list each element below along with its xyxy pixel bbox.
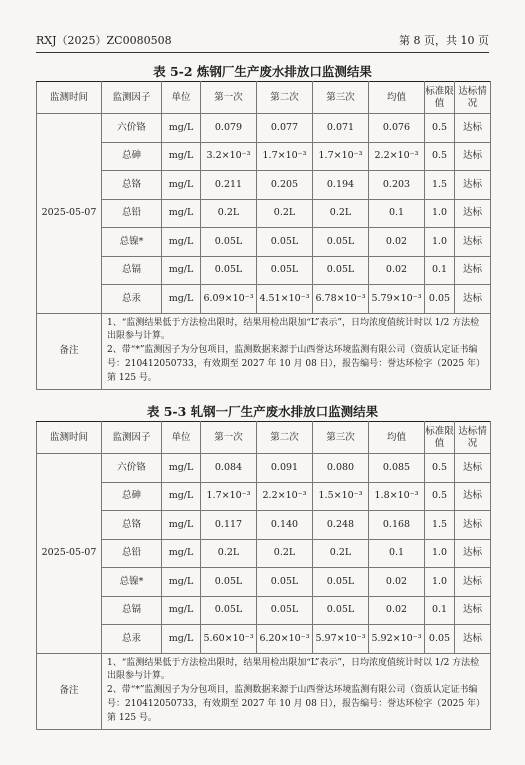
table-cell: 0.2L	[313, 539, 369, 568]
table-cell: 0.05L	[201, 256, 257, 285]
page-indicator: 第 8 页，共 10 页	[399, 34, 489, 47]
table-cell: 0.205	[257, 171, 313, 200]
monitoring-table-5-2	[36, 81, 491, 390]
table-cell: 达标	[455, 511, 491, 540]
table-cell: 0.02	[369, 568, 425, 597]
table-cell: 0.079	[201, 114, 257, 143]
table-cell: 总铅	[102, 199, 162, 228]
table-cell: 0.080	[313, 454, 369, 483]
table-cell: 1.8×10⁻³	[369, 482, 425, 511]
table-cell: 达标	[455, 454, 491, 483]
notes-row	[37, 653, 491, 730]
table-cell: 达标	[455, 596, 491, 625]
table-cell: 3.2×10⁻³	[201, 142, 257, 171]
table-cell: mg/L	[162, 114, 201, 143]
table-cell: 0.168	[369, 511, 425, 540]
table-cell: mg/L	[162, 142, 201, 171]
column-header: 单位	[162, 422, 201, 454]
table-row	[37, 454, 491, 483]
table-cell: 六价铬	[102, 454, 162, 483]
table-row	[37, 482, 491, 511]
table-header-row	[37, 422, 491, 454]
note-text: 1、“监测结果低于方法检出限时，结果用检出限加“L”表示”，日均浓度值统计时以 1/2 方法检出限参与计算。	[107, 657, 480, 682]
table-row	[37, 171, 491, 200]
table-cell: 1.0	[425, 539, 455, 568]
table-cell: 0.194	[313, 171, 369, 200]
header-rule	[36, 52, 489, 53]
table-cell: mg/L	[162, 511, 201, 540]
table-cell: 1.7×10⁻³	[313, 142, 369, 171]
table-cell: 0.248	[313, 511, 369, 540]
table-cell: 0.05L	[201, 568, 257, 597]
table-cell: 0.1	[369, 539, 425, 568]
column-header: 均值	[369, 422, 425, 454]
column-header: 单位	[162, 82, 201, 114]
note-text: 1、“监测结果低于方法检出限时，结果用检出限加“L”表示”，日均浓度值统计时以 1/2 方法检出限参与计算。	[107, 317, 480, 342]
table-cell: 0.05L	[313, 568, 369, 597]
column-header: 第三次	[313, 82, 369, 114]
table-cell: 0.1	[369, 199, 425, 228]
notes-content	[102, 653, 491, 730]
table-cell: 0.2L	[257, 199, 313, 228]
table-cell: 0.05L	[313, 596, 369, 625]
column-header: 第二次	[257, 422, 313, 454]
table-cell: mg/L	[162, 454, 201, 483]
table-cell: 0.05L	[257, 256, 313, 285]
table-cell: 0.2L	[313, 199, 369, 228]
table-cell: 0.5	[425, 114, 455, 143]
table-row	[37, 228, 491, 257]
table-cell: 0.05L	[257, 568, 313, 597]
table-cell: 0.5	[425, 454, 455, 483]
table-row	[37, 142, 491, 171]
column-header: 标准限值	[425, 82, 455, 114]
table-cell: 6.78×10⁻³	[313, 285, 369, 314]
table-title-5-3: 表 5-3 轧钢一厂生产废水排放口监测结果	[146, 404, 379, 419]
table-cell: mg/L	[162, 539, 201, 568]
table-cell: 0.05L	[313, 256, 369, 285]
table-cell: 0.05L	[257, 596, 313, 625]
table-cell: 0.1	[425, 596, 455, 625]
table-cell: 达标	[455, 482, 491, 511]
table-cell: 总汞	[102, 285, 162, 314]
table-cell: mg/L	[162, 171, 201, 200]
table-cell: 0.117	[201, 511, 257, 540]
column-header: 监测因子	[102, 82, 162, 114]
table-cell: 0.071	[313, 114, 369, 143]
table-row	[37, 114, 491, 143]
table-cell: 1.5×10⁻³	[313, 482, 369, 511]
table-cell: 总铬	[102, 171, 162, 200]
table-cell: 六价铬	[102, 114, 162, 143]
table-cell: mg/L	[162, 625, 201, 654]
table-cell: 总镍*	[102, 228, 162, 257]
table-cell: 6.20×10⁻³	[257, 625, 313, 654]
note-text: 2、带“*”监测因子为分包项目，监测数据来源于山西誉达环境监测有限公司（资质认定证书编号：210412050733，有效期至 2027 年 10 月 08 日），报告编号：誉达环检字（2025 年）第 125 号。	[107, 685, 485, 724]
table-cell: 0.203	[369, 171, 425, 200]
column-header: 标准限值	[425, 422, 455, 454]
note-text: 2、带“*”监测因子为分包项目，监测数据来源于山西誉达环境监测有限公司（资质认定证书编号：210412050733，有效期至 2027 年 10 月 08 日），报告编号：誉达环检字（2025 年）第 125 号。	[107, 345, 485, 384]
column-header: 监测时间	[37, 422, 102, 454]
table-cell: 1.5	[425, 171, 455, 200]
column-header: 第一次	[201, 422, 257, 454]
column-header: 监测时间	[37, 82, 102, 114]
table-cell: 0.5	[425, 142, 455, 171]
table-cell: 总铬	[102, 511, 162, 540]
table-cell: 0.05L	[313, 228, 369, 257]
table-row	[37, 625, 491, 654]
table-cell: 0.02	[369, 228, 425, 257]
notes-content	[102, 313, 491, 390]
table-cell: 5.60×10⁻³	[201, 625, 257, 654]
table-cell: 1.0	[425, 199, 455, 228]
table-cell: mg/L	[162, 285, 201, 314]
table-row	[37, 568, 491, 597]
table-cell: 0.2L	[201, 539, 257, 568]
column-header: 监测因子	[102, 422, 162, 454]
table-cell: 总汞	[102, 625, 162, 654]
page-header	[36, 30, 489, 48]
table-cell: 达标	[455, 568, 491, 597]
table-cell: 总砷	[102, 482, 162, 511]
table-row	[37, 285, 491, 314]
table-title-5-2: 表 5-2 炼钢厂生产废水排放口监测结果	[153, 64, 372, 79]
table-cell: 0.140	[257, 511, 313, 540]
table-cell: 0.05L	[257, 228, 313, 257]
table-cell: 达标	[455, 285, 491, 314]
table-cell: 6.09×10⁻³	[201, 285, 257, 314]
table-cell: 1.0	[425, 228, 455, 257]
notes-label: 备注	[37, 653, 102, 730]
monitoring-table-5-3	[36, 421, 491, 730]
column-header: 第三次	[313, 422, 369, 454]
table-cell: 总镉	[102, 256, 162, 285]
table-cell: 1.7×10⁻³	[257, 142, 313, 171]
table-row	[37, 511, 491, 540]
table-cell: mg/L	[162, 228, 201, 257]
column-header: 达标情况	[455, 82, 491, 114]
column-header: 第一次	[201, 82, 257, 114]
table-cell: 0.02	[369, 256, 425, 285]
table-cell: mg/L	[162, 199, 201, 228]
column-header: 均值	[369, 82, 425, 114]
table-cell: 0.5	[425, 482, 455, 511]
table-row	[37, 539, 491, 568]
table-cell: 0.2L	[201, 199, 257, 228]
table-cell: 总铅	[102, 539, 162, 568]
table-cell: 1.5	[425, 511, 455, 540]
table-cell: mg/L	[162, 568, 201, 597]
table-cell: 0.077	[257, 114, 313, 143]
table-cell: 0.085	[369, 454, 425, 483]
table-cell: 5.92×10⁻³	[369, 625, 425, 654]
table-cell: 达标	[455, 256, 491, 285]
table-cell: 达标	[455, 142, 491, 171]
column-header: 第二次	[257, 82, 313, 114]
table-cell: 2.2×10⁻³	[369, 142, 425, 171]
table-cell: 2.2×10⁻³	[257, 482, 313, 511]
table-cell: 5.79×10⁻³	[369, 285, 425, 314]
monitoring-date: 2025-05-07	[37, 454, 102, 654]
table-cell: 达标	[455, 228, 491, 257]
table-cell: 达标	[455, 114, 491, 143]
monitoring-date: 2025-05-07	[37, 114, 102, 314]
table-cell: 达标	[455, 171, 491, 200]
table-cell: 0.2L	[257, 539, 313, 568]
table-cell: 达标	[455, 539, 491, 568]
table-cell: 总镉	[102, 596, 162, 625]
column-header: 达标情况	[455, 422, 491, 454]
table-cell: 4.51×10⁻³	[257, 285, 313, 314]
table-row	[37, 596, 491, 625]
table-cell: 0.05	[425, 285, 455, 314]
table-cell: 0.05L	[201, 596, 257, 625]
table-cell: 5.97×10⁻³	[313, 625, 369, 654]
table-cell: mg/L	[162, 482, 201, 511]
table-header-row	[37, 82, 491, 114]
table-cell: 0.05L	[201, 228, 257, 257]
table-cell: 达标	[455, 199, 491, 228]
table-cell: 0.02	[369, 596, 425, 625]
table-cell: 0.1	[425, 256, 455, 285]
table-cell: 总镍*	[102, 568, 162, 597]
notes-label: 备注	[37, 313, 102, 390]
table-cell: 0.05	[425, 625, 455, 654]
report-number: RXJ（2025）ZC0080508	[36, 34, 172, 47]
table-cell: 0.211	[201, 171, 257, 200]
table-cell: 0.076	[369, 114, 425, 143]
table-cell: 1.7×10⁻³	[201, 482, 257, 511]
table-cell: 0.091	[257, 454, 313, 483]
table-cell: 1.0	[425, 568, 455, 597]
table-cell: 0.084	[201, 454, 257, 483]
table-cell: 达标	[455, 625, 491, 654]
table-cell: 总砷	[102, 142, 162, 171]
table-row	[37, 199, 491, 228]
notes-row	[37, 313, 491, 390]
table-cell: mg/L	[162, 256, 201, 285]
table-row	[37, 256, 491, 285]
table-cell: mg/L	[162, 596, 201, 625]
